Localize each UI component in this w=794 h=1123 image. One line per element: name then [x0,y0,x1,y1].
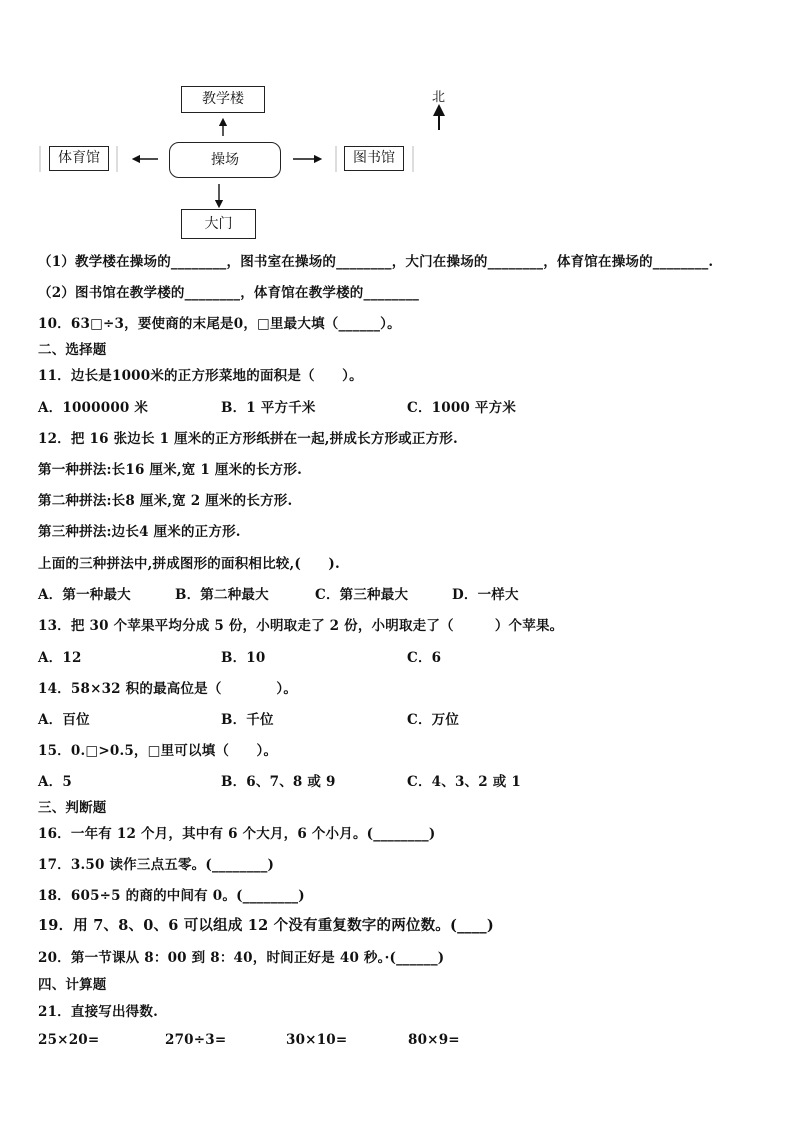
q9-part2: （2）图书馆在教学楼的________，体育馆在教学楼的________ [38,285,420,301]
gym-label: 体育馆 [58,150,100,166]
q11: 11．边长是1000米的正方形菜地的面积是（ ）。 [38,368,363,384]
q16: 16．一年有 12 个月，其中有 6 个大月，6 个小月。(________) [38,826,436,842]
q14-option-c: C．万位 [407,712,460,728]
q12-line4: 上面的三种拼法中,拼成图形的面积相比较,( ). [38,556,340,572]
q12-line3: 第三种拼法:边长4 厘米的正方形. [38,524,241,540]
playground-label: 操场 [211,152,239,168]
q12-option-b: B．第二种最大 [175,587,269,603]
q12-line2: 第二种拼法:长8 厘米,宽 2 厘米的长方形. [38,493,293,509]
q11-option-b: B．1 平方千米 [221,400,316,416]
q21: 21．直接写出得数. [38,1004,158,1020]
q14: 14．58×32 积的最高位是（ ）。 [38,681,298,697]
q14-option-a: A．百位 [38,712,90,728]
calc-item-3: 30×10= [286,1032,348,1048]
calc-item-1: 25×20= [38,1032,100,1048]
q12-line1: 第一种拼法:长16 厘米,宽 1 厘米的长方形. [38,462,302,478]
q13: 13．把 30 个苹果平均分成 5 份，小明取走了 2 份，小明取走了（ ）个苹果。 [38,618,564,634]
q15: 15．0.□>0.5，□里可以填（ ）。 [38,743,278,759]
section-2-heading: 二、选择题 [38,342,107,358]
gate-label: 大门 [204,216,233,232]
north-label: 北 [432,90,446,105]
teaching-building-label: 教学楼 [202,91,244,107]
q18: 18．605÷5 的商的中间有 0。(________) [38,888,305,904]
library-label: 图书馆 [353,150,395,166]
calc-item-4: 80×9= [408,1032,460,1048]
q12: 12．把 16 张边长 1 厘米的正方形纸拼在一起,拼成长方形或正方形. [38,431,458,447]
q14-option-b: B．千位 [221,712,274,728]
q20: 20．第一节课从 8：00 到 8：40，时间正好是 40 秒。·(______) [38,950,445,966]
q15-option-a: A．5 [38,774,72,790]
q15-option-b: B．6、7、8 或 9 [221,774,336,790]
q15-option-c: C．4、3、2 或 1 [407,774,521,790]
q13-option-a: A．12 [38,650,82,666]
calc-item-2: 270÷3= [165,1032,227,1048]
q13-option-c: C．6 [407,650,442,666]
q11-option-c: C．1000 平方米 [407,400,517,416]
diagram-arrows [0,0,794,260]
q12-option-a: A．第一种最大 [38,587,131,603]
q19: 19．用 7、8、0、6 可以组成 12 个没有重复数字的两位数。(____) [38,917,494,934]
section-3-heading: 三、判断题 [38,800,107,816]
q9-part1: （1）教学楼在操场的________，图书室在操场的________，大门在操场的________，体育馆在操场的________. [38,254,714,270]
section-4-heading: 四、计算题 [38,977,107,993]
q10: 10．63□÷3，要使商的末尾是0，□里最大填（______）。 [38,316,401,332]
q12-option-c: C．第三种最大 [315,587,409,603]
q12-option-d: D．一样大 [452,587,519,603]
q17: 17．3.50 读作三点五零。(________) [38,857,275,873]
q11-option-a: A．1000000 米 [38,400,149,416]
q13-option-b: B．10 [221,650,266,666]
